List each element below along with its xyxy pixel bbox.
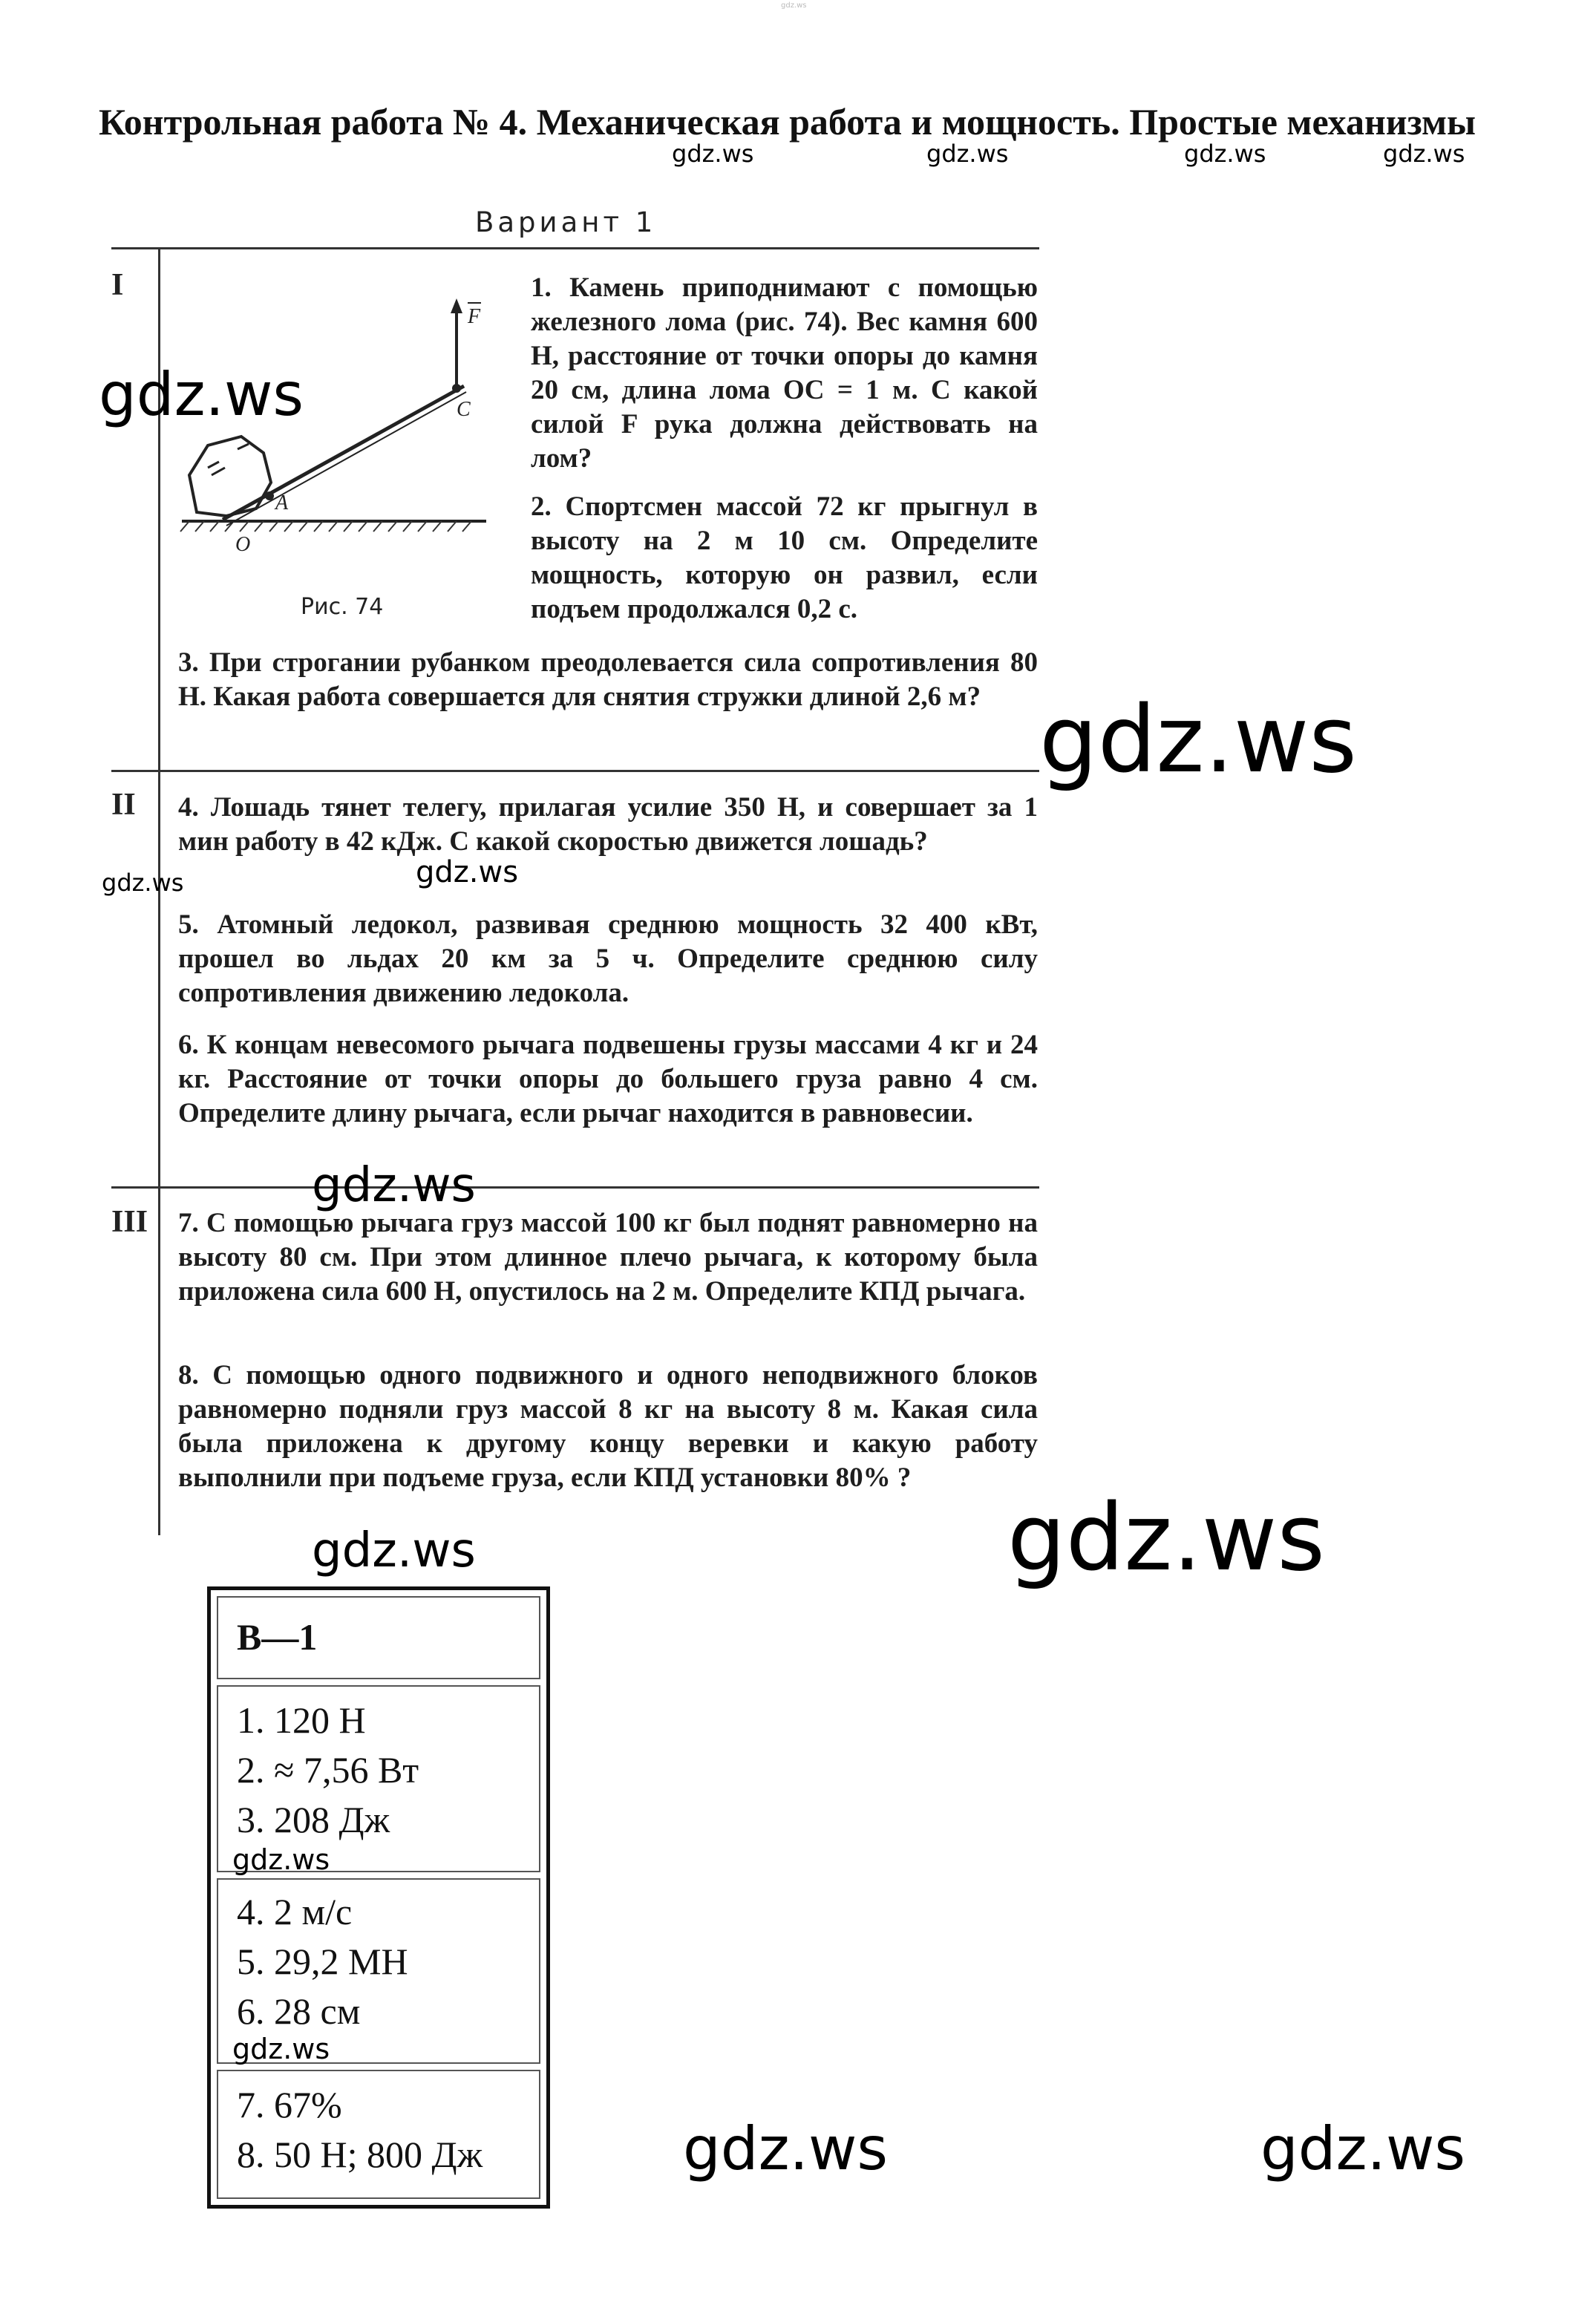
figure-caption: Рис. 74 (301, 594, 384, 620)
problem-5: 5. Атомный ледокол, развивая среднюю мощность 32 400 кВт, прошел во льдах 20 км за 5 ч. Определите среднюю силу сопротивления движению ледокола. (178, 909, 1038, 1008)
watermark: gdz.ws (102, 869, 184, 897)
answers-box (207, 1586, 550, 2209)
answers-group-3 (217, 2070, 540, 2199)
top-watermark: gdz.ws (781, 1, 807, 10)
watermark: gdz.ws (926, 140, 1009, 168)
watermark: gdz.ws (1260, 2114, 1466, 2183)
answer-item: 1. 120 Н (237, 1699, 366, 1741)
answer-item: 5. 29,2 МН (237, 1941, 408, 1982)
section-numeral-2: II (111, 788, 136, 822)
answer-item: 6. 28 см (237, 1990, 361, 2032)
page-title: Контрольная работа № 4. Механическая работа и мощность. Простые механизмы (99, 101, 1476, 143)
answer-item: 7. 67% (237, 2084, 342, 2125)
watermark: gdz.ws (1383, 140, 1465, 168)
watermark: gdz.ws (683, 2114, 889, 2183)
problem-2: 2. Спортсмен массой 72 кг прыгнул в высоту на 2 м 10 см. Определите мощность, которую он развил, если подъем продолжался 0,2 с. (531, 491, 1038, 624)
answer-item: 3. 208 Дж (237, 1799, 390, 1840)
problem-6: 6. К концам невесомого рычага подвешены грузы массами 4 кг и 24 кг. Расстояние от точки опоры до большего груза равно 4 см. Определите длину рычага, если рычаг находится в равновесии. (178, 1030, 1038, 1128)
point-c-label: C (457, 398, 471, 421)
watermark: gdz.ws (1039, 687, 1357, 794)
answers-header: В—1 (217, 1596, 540, 1679)
watermark: gdz.ws (1184, 140, 1266, 168)
answer-item: 8. 50 Н; 800 Дж (237, 2134, 483, 2175)
answer-item: 4. 2 м/с (237, 1891, 353, 1932)
point-o-label: O (235, 533, 251, 556)
problem-8: 8. С помощью одного подвижного и одного неподвижного блоков равномерно подняли груз массой 8 кг на высоту 8 м. Какая сила была приложена к другому концу веревки и какую работу выполнили при подъеме груза, если КПД установки 80% ? (178, 1360, 1038, 1493)
problem-4: 4. Лошадь тянет телегу, прилагая усилие 350 Н, и совершает за 1 мин работу в 42 кДж. С какой скоростью движется лошадь? (178, 792, 1038, 857)
watermark: gdz.ws (312, 1523, 476, 1578)
watermark: gdz.ws (232, 1843, 330, 1876)
problem-7: 7. С помощью рычага груз массой 100 кг был поднят равномерно на высоту 80 см. При этом длинное плечо рычага, к которому была приложена сила 600 Н, опустилось на 2 м. Определите КПД рычага. (178, 1208, 1038, 1307)
force-label: F (468, 305, 481, 328)
section-divider (111, 770, 1039, 772)
point-a-label: A (275, 491, 289, 514)
section-numeral-1: I (111, 268, 124, 302)
table-top-rule (111, 247, 1039, 249)
problem-1: 1. Камень приподнимают с помощью железного лома (рис. 74). Вес камня 600 Н, расстояние от точки опоры до камня 20 см, длина лома OC = 1 м. С какой силой F рука должна действовать на лом? (531, 272, 1038, 474)
watermark: gdz.ws (416, 855, 519, 889)
section-divider (111, 1186, 1039, 1189)
watermark: gdz.ws (232, 2033, 330, 2065)
lever-figure (167, 290, 516, 572)
problem-3: 3. При строгании рубанком преодолевается сила сопротивления 80 Н. Какая работа совершается для снятия стружки длиной 2,6 м? (178, 647, 1038, 712)
watermark: gdz.ws (99, 360, 304, 429)
section-numeral-3: III (111, 1205, 148, 1239)
answer-item: 2. ≈ 7,56 Вт (237, 1749, 419, 1791)
variant-label: Вариант 1 (475, 206, 657, 238)
watermark: gdz.ws (672, 140, 754, 168)
watermark: gdz.ws (1007, 1485, 1325, 1592)
watermark: gdz.ws (312, 1158, 476, 1213)
